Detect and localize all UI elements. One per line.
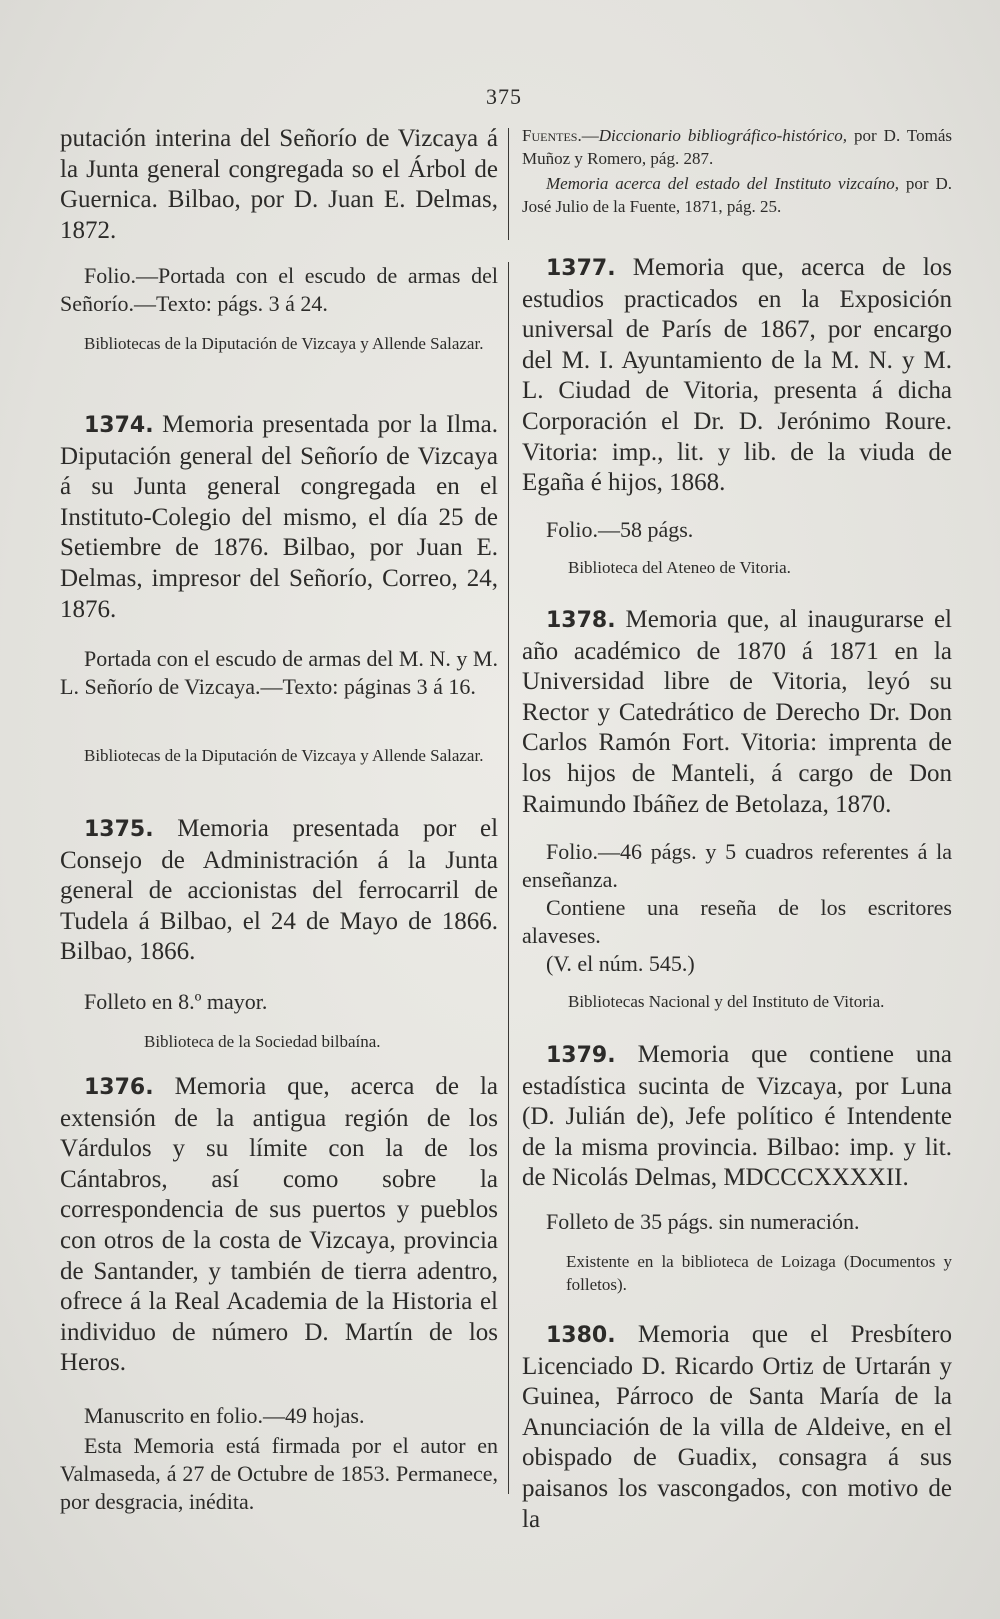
entry-number: 1377. — [546, 256, 616, 281]
entry-1374-libraries: Bibliotecas de la Diputación de Vizcaya y Allende Salazar. — [84, 746, 484, 765]
entry-1377-library: Biblioteca del Ateneo de Vitoria. — [568, 558, 791, 577]
page-number: 375 — [486, 84, 522, 109]
entry-1378-reference: (V. el núm. 545.) — [546, 951, 695, 976]
entry-1375 — [60, 814, 498, 968]
sources-note: Fuentes.—Diccionario bibliográfico-histórico, por D. Tomás Muñoz y Romero, pág. 287. — [522, 126, 952, 168]
entry-1377-description: Folio.—58 págs. — [546, 517, 694, 542]
entry-number: 1380. — [546, 1323, 616, 1348]
source-detail-2: por D. José Julio de la Fuente, 1871, pág. 25. — [522, 174, 952, 216]
column-rule-top — [508, 128, 509, 240]
continued-entry-description: Folio.—Portada con el escudo de armas del Señorío.—Texto: págs. 3 á 24. — [60, 263, 498, 316]
entry-number: 1379. — [546, 1043, 616, 1068]
sources-label: Fuentes. — [522, 126, 582, 145]
sources-note-2 — [522, 172, 952, 218]
source-title-1: Diccionario bibliográfico-histórico, — [598, 126, 847, 145]
entry-title: Memoria presentada por la Ilma. Diputación general del Señorío de Vizcaya á su Junta general congregada en el Instituto-Colegio del mismo, el día 25 de Setiembre de 1876. Bilbao, por Juan E. Delmas, impresor del Señorío, Correo, 24, 1876. — [60, 411, 499, 623]
entry-1376-note: Esta Memoria está firmada por el autor en Valmaseda, á 27 de Octubre de 1853. Permanece, por desgracia, inédita. — [60, 1433, 498, 1514]
continued-entry-libraries: Bibliotecas de la Diputación de Vizcaya y Allende Salazar. — [84, 334, 484, 353]
entry-1378 — [522, 605, 952, 820]
entry-title: Memoria que el Presbítero Licenciado D. Ricardo Ortiz de Urtarán y Guinea, Párroco de Santa María de la Anunciación de la villa de Aldeive, en el obispado de Guadix, consagra á sus paisanos los vascongados, con motivo de la — [522, 1321, 952, 1533]
entry-number: 1375. — [84, 817, 154, 842]
entry-1374-description: Portada con el escudo de armas del M. N. y M. L. Señorío de Vizcaya.—Texto: páginas 3 á 16. — [60, 646, 498, 699]
source-detail-1: por D. Tomás Muñoz y Romero, pág. 287. — [522, 126, 952, 168]
entry-1375-description: Folleto en 8.º mayor. — [84, 989, 268, 1014]
entry-title: Memoria que, al inaugurarse el año académico de 1870 á 1871 en la Universidad libre de Vitoria, leyó su Rector y Catedrático de Derecho Dr. Don Carlos Ramón Fort. Vitoria: imprenta de los hijos de Manteli, á cargo de Don Raimundo Ibáñez de Betolaza, 1870. — [522, 606, 953, 818]
entry-number: 1374. — [84, 413, 154, 438]
entry-title: Memoria que, acerca de los estudios practicados en la Exposición universal de París de 1867, por encargo del M. I. Ayuntamiento de la M. N. y M. L. Ciudad de Vitoria, presenta á dicha Corporación el Dr. D. Jerónimo Roure. Vitoria: imp., lit. y lib. de la viuda de Egaña é hijos, 1868. — [522, 254, 953, 497]
entry-1374 — [60, 410, 498, 625]
entry-1376 — [60, 1072, 498, 1379]
entry-title: Memoria que, acerca de la extensión de la antigua región de los Várdulos y su límite con la de los Cántabros, así como sobre la correspondencia de sus puertos y pueblos con otros de la costa de Vizcaya, provincia de Santander, y también de tierra adentro, ofrece á la Real Academia de la Historia el individuo de número D. Martín de los Heros. — [60, 1073, 498, 1377]
entry-1380 — [522, 1320, 952, 1535]
entry-1375-library: Biblioteca de la Sociedad bilbaína. — [144, 1032, 381, 1051]
entry-title: Memoria presentada por el Consejo de Administración á la Junta general de accionistas del ferrocarril de Tudela á Bilbao, el 24 de Mayo de 1866. Bilbao, 1866. — [60, 815, 499, 966]
entry-1377 — [522, 253, 952, 499]
entry-number: 1378. — [546, 608, 616, 633]
entry-number: 1376. — [84, 1075, 154, 1100]
column-rule — [508, 262, 509, 1494]
entry-1378-content: Contiene una reseña de los escritores alaveses. — [522, 895, 952, 948]
entry-1379 — [522, 1040, 952, 1194]
entry-1376-description: Manuscrito en folio.—49 hojas. — [84, 1403, 365, 1428]
entry-1379-location: Existente en la biblioteca de Loizaga (Documentos y folletos). — [566, 1252, 952, 1294]
source-title-2: Memoria acerca del estado del Instituto vizcaíno, — [546, 174, 899, 193]
entry-1378-description: Folio.—46 págs. y 5 cuadros referentes á la enseñanza. — [522, 839, 952, 892]
entry-1378-libraries: Bibliotecas Nacional y del Instituto de Vitoria. — [568, 992, 885, 1011]
entry-1379-description: Folleto de 35 págs. sin numeración. — [546, 1209, 860, 1234]
entry-title: Memoria que contiene una estadística sucinta de Vizcaya, por Luna (D. Julián de), Jefe político é Intendente de la misma provincia. Bilbao: imp. y lit. de Nicolás Delmas, MDCCCXXXXII. — [522, 1041, 953, 1192]
continued-entry-text: putación interina del Señorío de Vizcaya á la Junta general congregada so el Árbol de Guernica. Bilbao, por D. Juan E. Delmas, 1872. — [60, 125, 498, 244]
